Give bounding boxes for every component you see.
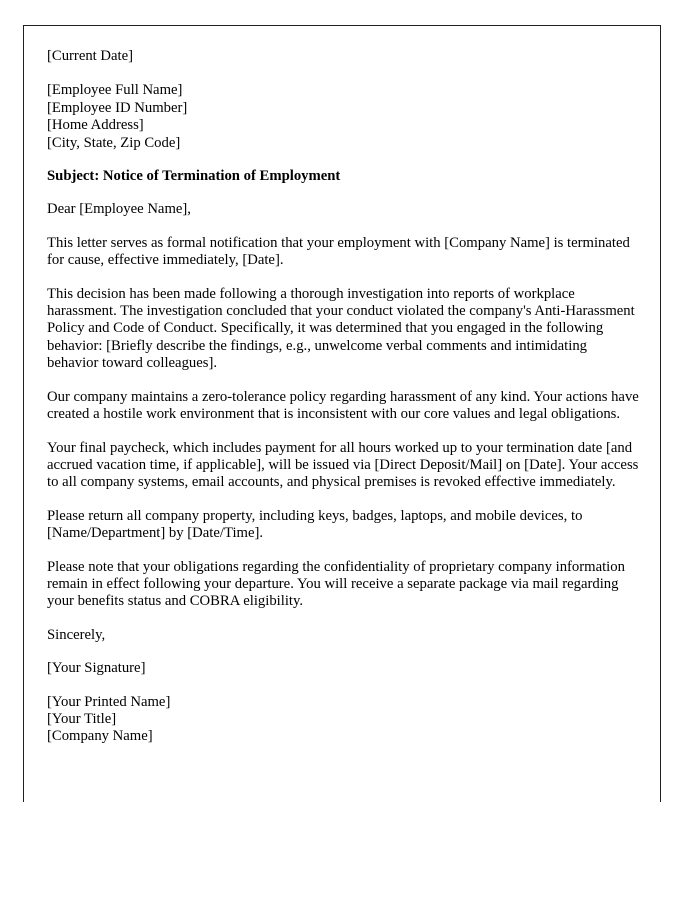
- document-page-frame: [23, 25, 661, 802]
- spacer: [47, 152, 639, 168]
- closing-salutation: Sincerely,: [47, 626, 106, 643]
- recipient-address-block: [47, 82, 639, 152]
- spacer: [47, 644, 639, 660]
- signature-block: [47, 694, 639, 746]
- recipient-line-id: [Employee ID Number]: [47, 99, 188, 116]
- spacer: [47, 65, 639, 82]
- spacer: [47, 219, 639, 235]
- letter-content: [47, 48, 639, 746]
- body-paragraph-4: Your final paycheck, which includes payment for all hours worked up to your termination date [and accrued vacation time, if applicable], will be issued via [Direct Deposit/Mail] on [Date]. Your access to all company systems, email accounts, and physical premises is revoked effective immediately.: [47, 439, 639, 491]
- signer-title: [Your Title]: [47, 710, 117, 727]
- body-paragraph-2: This decision has been made following a thorough investigation into reports of workplace harassment. The investigation concluded that your conduct violated the company's Anti-Harassment Policy and Code of Conduct. Specifically, it was determined that you engaged in the following behavior: [Briefly describe the findings, e.g., unwelcome verbal comments and intimidating behavior toward colleagues].: [47, 285, 635, 372]
- signature-placeholder: [Your Signature]: [47, 660, 146, 677]
- recipient-line-name: [Employee Full Name]: [47, 82, 183, 99]
- body-paragraph-6: Please note that your obligations regarding the confidentiality of proprietary company information remain in effect following your departure. You will receive a separate package via mail regarding your benefits status and COBRA eligibility.: [47, 558, 625, 610]
- date-line: [Current Date]: [47, 48, 134, 64]
- body-paragraph-5: Please return all company property, including keys, badges, laptops, and mobile devices, to [Name/Department] by [Date/Time].: [47, 507, 583, 542]
- spacer: [47, 185, 639, 201]
- spacer: [47, 611, 639, 627]
- signer-printed-name: [Your Printed Name]: [47, 693, 171, 710]
- salutation: Dear [Employee Name],: [47, 201, 191, 218]
- body-paragraph-1: This letter serves as formal notification that your employment with [Company Name] is terminated for cause, effective immediately, [Date].: [47, 234, 630, 269]
- subject-line: Subject: Notice of Termination of Employment: [47, 168, 341, 185]
- spacer: [47, 373, 639, 389]
- spacer: [47, 678, 639, 694]
- signer-company: [Company Name]: [47, 728, 153, 745]
- recipient-line-city-state-zip: [City, State, Zip Code]: [47, 134, 181, 151]
- spacer: [47, 492, 639, 508]
- spacer: [47, 270, 639, 286]
- body-paragraph-3: Our company maintains a zero-tolerance policy regarding harassment of any kind. Your actions have created a hostile work environment that is inconsistent with our core values and legal obligations.: [47, 388, 639, 423]
- recipient-line-address: [Home Address]: [47, 117, 144, 134]
- spacer: [47, 424, 639, 440]
- spacer: [47, 543, 639, 559]
